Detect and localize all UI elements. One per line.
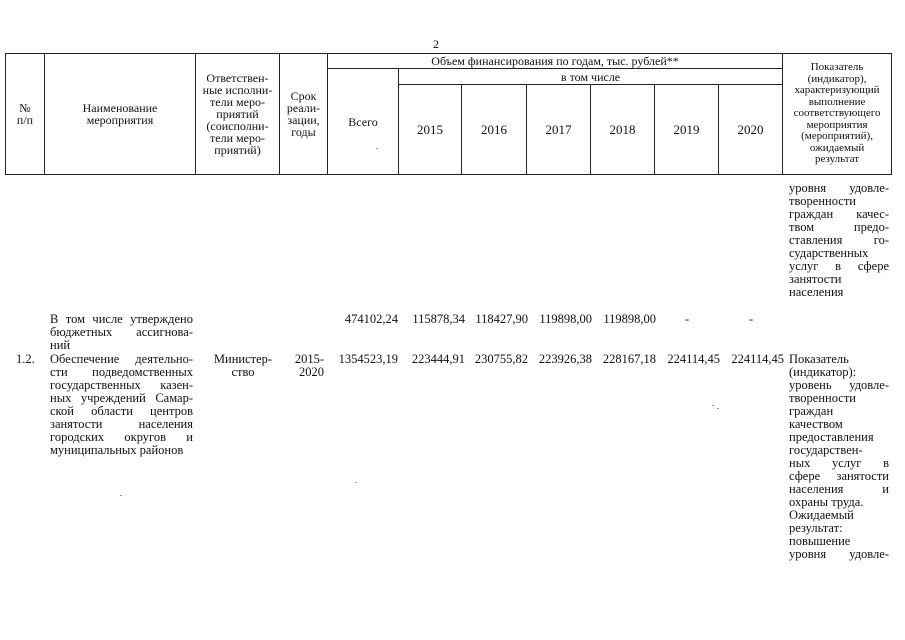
header-num-cell xyxy=(6,54,45,175)
row-name-line: муниципальных районов xyxy=(50,443,184,457)
indicator-line: твом предо- xyxy=(789,220,889,234)
row-name-line: сти подведомственных xyxy=(50,365,193,379)
row-number: 1.2. xyxy=(16,352,35,366)
row-name-line: городских округов и xyxy=(50,430,193,444)
header-year-cell: 2016 xyxy=(462,85,527,175)
approved-2018: 119898,00 xyxy=(603,312,656,326)
approved-row-name xyxy=(50,313,193,352)
header-responsible-line: тели меро- xyxy=(210,95,265,109)
row-name-line: занятости населения xyxy=(50,417,193,431)
indicator-line: ставления го- xyxy=(789,233,889,247)
header-responsible-line: приятий xyxy=(216,107,259,121)
row-1-2-responsible xyxy=(208,353,278,379)
header-including-cell: в том числе xyxy=(399,69,783,85)
scan-speck xyxy=(120,495,122,496)
header-year-cell: 2017 xyxy=(527,85,591,175)
header-term-line: Срок xyxy=(290,89,317,103)
header-indicator-line: соответствующего xyxy=(793,107,881,120)
header-indicator-line: (мероприятий), xyxy=(801,130,873,143)
header-responsible-line: Ответствен- xyxy=(206,71,269,85)
approved-2017: 119898,00 xyxy=(539,312,592,326)
header-term-cell xyxy=(280,54,328,175)
header-indicator-line: результат xyxy=(815,153,860,166)
header-total-cell: Всего xyxy=(328,69,399,175)
row-1-2-2016: 230755,82 xyxy=(474,352,528,366)
indicator-line: сфере занятости xyxy=(789,469,889,483)
header-responsible-line: (соисполни- xyxy=(206,119,269,133)
row-1-2-total: 1354523,19 xyxy=(338,352,398,366)
header-year-cell: 2019 xyxy=(655,85,719,175)
continued-indicator-text xyxy=(789,182,889,299)
indicator-line: граждан качес- xyxy=(789,207,889,221)
indicator-line: (индикатор): xyxy=(789,365,857,379)
header-year-cell: 2015 xyxy=(399,85,462,175)
indicator-line: ных услуг в xyxy=(789,456,889,470)
row-1-2-2015: 223444,91 xyxy=(411,352,465,366)
scan-speck xyxy=(355,482,357,483)
row-name-line: ных учреждений Самар- xyxy=(50,391,193,405)
header-name-line: Наименование xyxy=(82,101,158,115)
indicator-line: Показатель xyxy=(789,352,849,366)
approved-name-line: В том числе утверждено xyxy=(50,312,193,326)
indicator-line: творенности xyxy=(789,194,856,208)
approved-2020: - xyxy=(749,312,754,326)
indicator-line: уровень удовле- xyxy=(789,378,889,392)
header-responsible-line: приятий) xyxy=(214,143,261,157)
indicator-line: сударственных xyxy=(789,246,869,260)
header-num-line: № xyxy=(19,101,31,115)
row-1-2-name xyxy=(50,353,193,457)
approved-2015: 115878,34 xyxy=(412,312,465,326)
indicator-line: населения xyxy=(789,285,844,299)
row-1-2-2019: 224114,45 xyxy=(667,352,720,366)
indicator-line: результат: xyxy=(789,521,843,535)
header-indicator-line: Показатель xyxy=(810,61,864,74)
header-year-cell: 2018 xyxy=(591,85,655,175)
header-term-line: реали- xyxy=(286,101,321,115)
header-year-cell: 2020 xyxy=(719,85,783,175)
indicator-line: Ожидаемый xyxy=(789,508,854,522)
indicator-line: качеством xyxy=(789,417,843,431)
header-name-line: мероприятия xyxy=(86,113,154,127)
header-indicator-line: ожидаемый xyxy=(809,141,865,154)
row-name-line: Обеспечение деятельно- xyxy=(50,352,193,366)
indicator-line: граждан xyxy=(789,404,834,418)
responsible-line: Министер- xyxy=(213,352,273,366)
header-responsible-cell xyxy=(196,54,280,175)
indicator-line: уровня удовле- xyxy=(789,181,889,195)
header-indicator-line: (индикатор), xyxy=(807,72,867,85)
scan-speck xyxy=(376,148,378,149)
header-indicator-cell xyxy=(783,54,892,175)
scan-speck xyxy=(712,405,714,406)
approved-total: 474102,24 xyxy=(344,312,398,326)
header-num-line: п/п xyxy=(16,113,34,127)
header-indicator-line: мероприятия xyxy=(806,118,868,131)
header-name-cell xyxy=(45,54,196,175)
row-1-2-term xyxy=(284,353,324,379)
indicator-line: населения и xyxy=(789,482,889,496)
approved-name-line: бюджетных ассигнова- xyxy=(50,325,193,339)
header-indicator-line: выполнение xyxy=(808,95,866,108)
row-1-2-2020: 224114,45 xyxy=(731,352,784,366)
scan-speck xyxy=(717,408,719,409)
row-name-line: ской области центров xyxy=(50,404,193,418)
indicator-line: повышение xyxy=(789,534,851,548)
term-line: 2015- xyxy=(294,352,324,366)
header-indicator-line: характеризующий xyxy=(794,84,880,97)
header-term-line: зации, xyxy=(287,113,320,127)
indicator-line: предоставления xyxy=(789,430,874,444)
row-1-2-indicator xyxy=(789,353,889,561)
header-term-line: годы xyxy=(291,125,316,139)
page-number: 2 xyxy=(433,37,439,51)
indicator-line: творенности xyxy=(789,391,856,405)
indicator-line: охраны труда. xyxy=(789,495,864,509)
approved-name-line: ний xyxy=(50,338,71,352)
indicator-line: уровня удовле- xyxy=(789,547,889,561)
approved-2019: - xyxy=(685,312,690,326)
row-name-line: государственных казен- xyxy=(50,378,193,392)
row-1-2-2018: 228167,18 xyxy=(602,352,656,366)
row-1-2-2017: 223926,38 xyxy=(538,352,592,366)
header-responsible-line: ные исполни- xyxy=(202,83,273,97)
responsible-line: ство xyxy=(231,365,255,379)
header-responsible-line: тели меро- xyxy=(210,131,265,145)
indicator-line: услуг в сфере xyxy=(789,259,889,273)
approved-2016: 118427,90 xyxy=(475,312,528,326)
table-header xyxy=(5,53,892,175)
term-line: 2020 xyxy=(299,365,324,379)
header-financing-cell: Объем финансирования по годам, тыс. рублей** xyxy=(328,54,783,69)
indicator-line: государствен- xyxy=(789,443,863,457)
indicator-line: занятости xyxy=(789,272,842,286)
